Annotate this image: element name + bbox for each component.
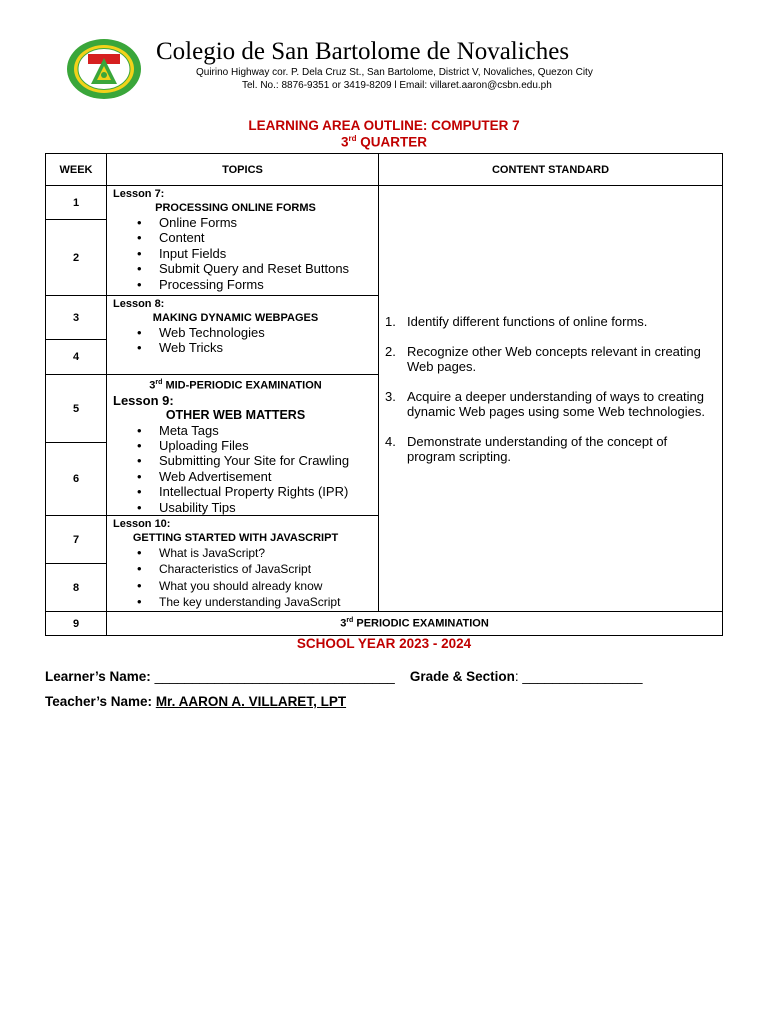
list-item: • Uploading Files: [159, 438, 378, 453]
topic-list: [113, 325, 378, 356]
exam-suffix: rd: [155, 379, 163, 386]
lesson-title: GETTING STARTED WITH JAVASCRIPT: [132, 532, 339, 545]
week-cell: 5: [46, 375, 107, 443]
lesson-title: MAKING DYNAMIC WEBPAGES: [152, 312, 319, 324]
exam-text: MID-PERIODIC EXAMINATION: [162, 379, 322, 392]
content-standards-cell: [379, 186, 723, 612]
lesson8-topics: [107, 296, 379, 375]
list-item: [385, 314, 714, 329]
quarter-title: [0, 134, 768, 150]
standard-number: 3.: [385, 389, 396, 404]
list-item: • What you should already know: [159, 578, 378, 594]
week-cell: 3: [46, 296, 107, 340]
week-cell: 2: [46, 220, 107, 296]
lesson9-topics: [107, 375, 379, 516]
exam-number: 3: [340, 617, 347, 630]
list-item: • Meta Tags: [159, 423, 378, 438]
week-cell: 4: [46, 340, 107, 375]
quarter-number: 3: [340, 134, 349, 150]
topic-list: [113, 545, 378, 610]
lesson-label: Lesson 10:: [113, 518, 171, 531]
standard-number: 1.: [385, 314, 396, 329]
week-cell: 8: [46, 564, 107, 612]
table-row: [46, 186, 723, 220]
standard-text: Recognize other Web concepts relevant in creating Web pages.: [407, 344, 701, 374]
school-contact: Tel. No.: 8876-9351 or 3419-8209 l Email: villaret.aaron@csbn.edu.ph: [242, 80, 552, 91]
list-item: • Processing Forms: [159, 277, 378, 292]
week-cell: 7: [46, 516, 107, 564]
teacher-name-label: Teacher’s Name:: [45, 694, 156, 709]
week-cell: 1: [46, 186, 107, 220]
document-title: LEARNING AREA OUTLINE: COMPUTER 7: [248, 118, 520, 133]
outline-table: [45, 153, 723, 636]
school-name: Colegio de San Bartolome de Novaliches: [156, 38, 570, 65]
school-seal-logo: [66, 38, 142, 100]
learner-name-field: ________________________________: [154, 669, 395, 684]
periodic-exam-label: [107, 612, 723, 636]
list-item: • The key understanding JavaScript: [159, 594, 378, 610]
mid-periodic-exam-label: [113, 375, 378, 393]
teacher-line: [45, 694, 346, 709]
header-topics: TOPICS: [107, 154, 379, 186]
grade-section-label: Grade & Section: [409, 669, 515, 684]
teacher-name: Mr. AARON A. VILLARET, LPT: [155, 694, 347, 709]
standard-text: Demonstrate understanding of the concept of program scripting.: [407, 434, 668, 464]
topic-list: [113, 215, 378, 292]
exam-suffix: rd: [346, 617, 354, 625]
week-cell: 9: [46, 612, 107, 636]
header-week: WEEK: [46, 154, 107, 186]
lesson10-topics: [107, 516, 379, 612]
content-standards-list: [385, 314, 714, 464]
standard-text: Identify different functions of online forms.: [407, 314, 648, 329]
list-item: • Submitting Your Site for Crawling: [159, 453, 378, 468]
list-item: • Characteristics of JavaScript: [159, 561, 378, 577]
school-year: SCHOOL YEAR 2023 - 2024: [296, 636, 472, 651]
quarter-suffix: rd: [348, 134, 357, 143]
list-item: [385, 434, 714, 464]
school-address: Quirino Highway cor. P. Dela Cruz St., San Bartolome, District V, Novaliches, Quezon City: [196, 67, 593, 78]
standard-text: Acquire a deeper understanding of ways to creating dynamic Web pages using some Web technologies.: [407, 389, 705, 419]
list-item: [385, 389, 714, 419]
lesson7-topics: [107, 186, 379, 296]
grade-colon: :: [514, 669, 523, 684]
list-item: • Intellectual Property Rights (IPR): [159, 484, 378, 499]
lesson-title: PROCESSING ONLINE FORMS: [155, 202, 316, 214]
topic-list: [113, 423, 378, 515]
exam-text: PERIODIC EXAMINATION: [353, 617, 489, 630]
list-item: • Input Fields: [159, 246, 378, 261]
table-header-row: [46, 154, 723, 186]
list-item: • What is JavaScript?: [159, 545, 378, 561]
list-item: • Usability Tips: [159, 500, 378, 515]
list-item: • Web Technologies: [159, 325, 378, 340]
learner-line: [45, 669, 643, 684]
letterhead: [0, 0, 768, 110]
lesson-label: Lesson 7:: [113, 188, 165, 200]
exam-number: 3: [149, 379, 156, 392]
lesson-title: OTHER WEB MATTERS: [165, 407, 306, 422]
week-cell: 6: [46, 443, 107, 516]
learner-name-label: Learner’s Name:: [45, 669, 155, 684]
header-content-standard: CONTENT STANDARD: [379, 154, 723, 186]
standard-number: 2.: [385, 344, 396, 359]
lesson-label: Lesson 8:: [113, 298, 165, 310]
quarter-word: QUARTER: [356, 134, 427, 150]
table-row: [46, 612, 723, 636]
standard-number: 4.: [385, 434, 396, 449]
list-item: • Submit Query and Reset Buttons: [159, 261, 378, 276]
list-item: [385, 344, 714, 374]
grade-section-field: ________________: [522, 669, 643, 684]
lesson-label: Lesson 9:: [113, 392, 174, 408]
list-item: • Content: [159, 230, 378, 245]
list-item: • Web Tricks: [159, 340, 378, 355]
list-item: • Web Advertisement: [159, 469, 378, 484]
list-item: • Online Forms: [159, 215, 378, 230]
